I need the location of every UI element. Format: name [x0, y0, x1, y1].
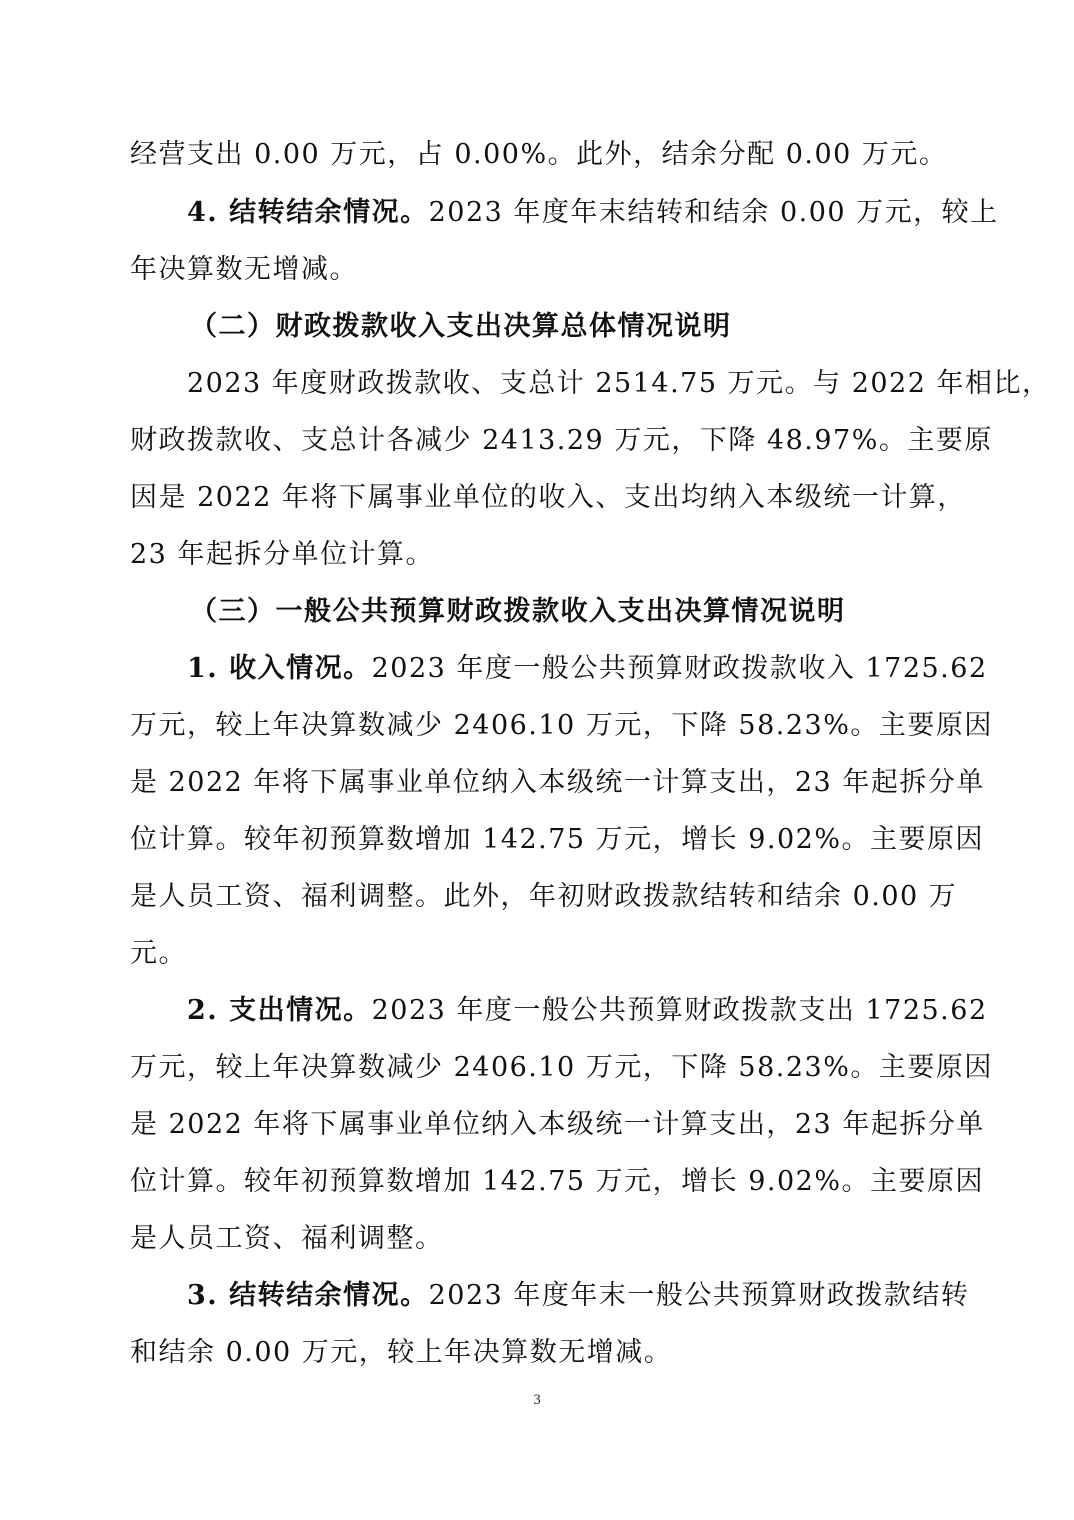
- paragraph-text: 2023 年度年末一般公共预算财政拨款结转: [428, 1280, 970, 1311]
- paragraph-line: 年决算数无增减。: [130, 254, 358, 285]
- paragraph-text: 2023 年度年末结转和结余 0.00 万元，较上: [428, 197, 999, 228]
- paragraph-line: [187, 991, 988, 1031]
- paragraph-line: 位计算。较年初预算数增加 142.75 万元，增长 9.02%。主要原因: [130, 824, 984, 855]
- paragraph-line: 万元，较上年决算数减少 2406.10 万元，下降 58.23%。主要原因: [130, 710, 993, 741]
- section-heading: （二）财政拨款收入支出决算总体情况说明: [190, 311, 732, 342]
- page-number: 3: [533, 1392, 541, 1408]
- paragraph-line: [187, 649, 988, 689]
- paragraph-line: 23 年起拆分单位计算。: [130, 539, 434, 570]
- paragraph-line: 万元，较上年决算数减少 2406.10 万元，下降 58.23%。主要原因: [130, 1052, 993, 1083]
- paragraph-line: 财政拨款收、支总计各减少 2413.29 万元，下降 48.97%。主要原: [130, 425, 993, 456]
- paragraph-line: 是人员工资、福利调整。: [130, 1223, 444, 1254]
- paragraph-line: 2023 年度财政拨款收、支总计 2514.75 万元。与 2022 年相比，: [187, 368, 1051, 399]
- paragraph-text: 2023 年度一般公共预算财政拨款支出 1725.62: [371, 995, 988, 1026]
- paragraph-line: 元。: [130, 938, 187, 969]
- paragraph-line: 是 2022 年将下属事业单位纳入本级统一计算支出，23 年起拆分单: [130, 767, 985, 798]
- paragraph-line: [187, 193, 999, 233]
- subsection-lead: 3. 结转结余情况。: [187, 1280, 429, 1311]
- paragraph-line: 是人员工资、福利调整。此外，年初财政拨款结转和结余 0.00 万: [130, 881, 958, 912]
- subsection-lead: 1. 收入情况。: [187, 653, 372, 684]
- paragraph-line: 位计算。较年初预算数增加 142.75 万元，增长 9.02%。主要原因: [130, 1166, 984, 1197]
- paragraph-line: 是 2022 年将下属事业单位纳入本级统一计算支出，23 年起拆分单: [130, 1109, 985, 1140]
- subsection-lead: 4. 结转结余情况。: [187, 197, 429, 228]
- paragraph-line: 和结余 0.00 万元，较上年决算数无增减。: [130, 1337, 673, 1368]
- paragraph-line: 经营支出 0.00 万元，占 0.00%。此外，结余分配 0.00 万元。: [130, 139, 948, 170]
- section-heading: （三）一般公共预算财政拨款收入支出决算情况说明: [190, 596, 846, 627]
- paragraph-line: [187, 1276, 970, 1316]
- paragraph-line: 因是 2022 年将下属事业单位的收入、支出均纳入本级统一计算，: [130, 482, 966, 513]
- subsection-lead: 2. 支出情况。: [187, 995, 372, 1026]
- paragraph-text: 2023 年度一般公共预算财政拨款收入 1725.62: [371, 653, 988, 684]
